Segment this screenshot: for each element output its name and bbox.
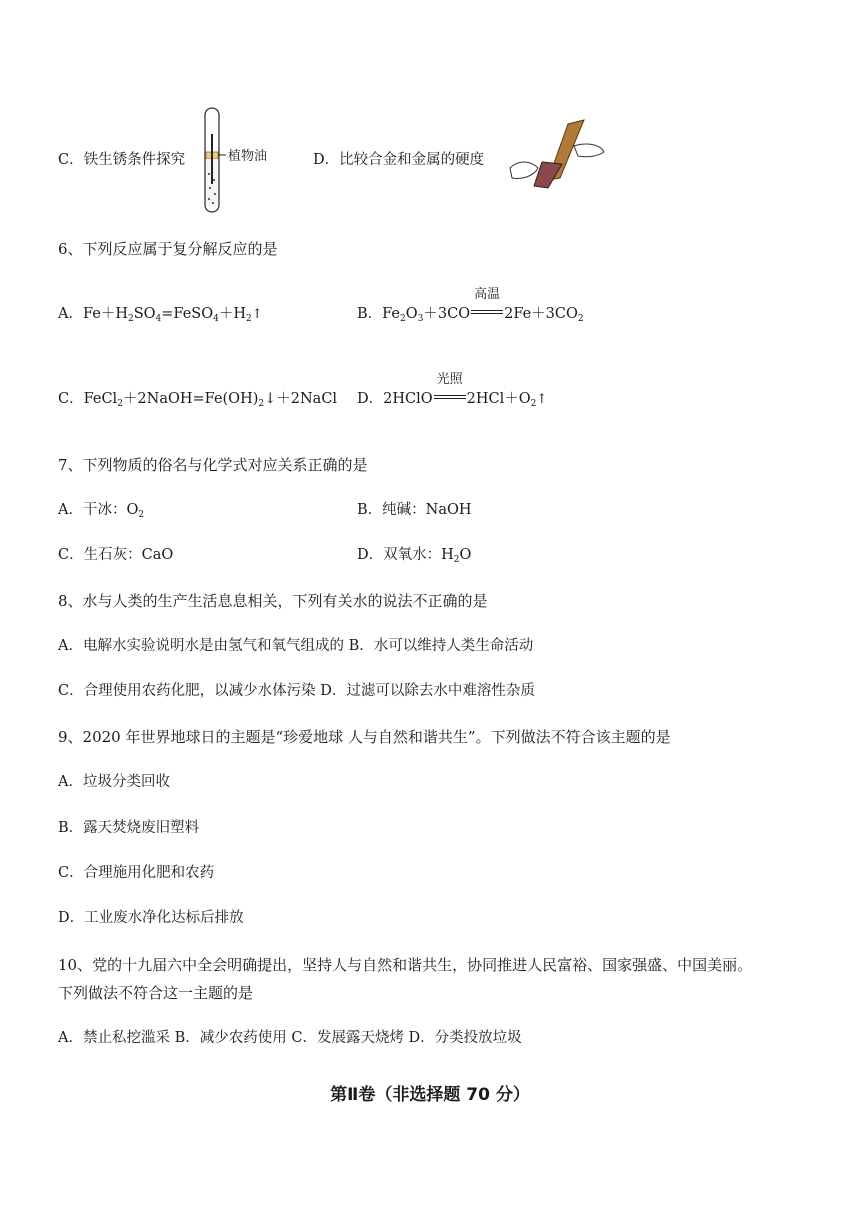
q6-option-d: D．2HClO 光照 $2HCl+O_2↑$ [357, 372, 548, 409]
q9-option-b: B．露天焚烧废旧塑料 [58, 820, 200, 836]
q9-option-c: C．合理施用化肥和农药 [58, 865, 215, 881]
q9-option-d: D．工业废水净化达标后排放 [58, 910, 244, 926]
q7-option-a: A．干冰：$O_2$ [58, 502, 145, 520]
hand-right [574, 144, 604, 157]
q5-option-d: D．比较合金和金属的硬度 [313, 152, 485, 168]
q8-stem: 8、水与人类的生产生活息息相关，下列有关水的说法不正确的是 [58, 592, 488, 610]
q7-option-c: C．生石灰：CaO [58, 547, 174, 563]
q10-stem-line1: 10、党的十九届六中全会明确提出，坚持人与自然和谐共生，协同推进人民富裕、国家强盛、中国美丽。 [58, 956, 753, 974]
reaction-condition-light: 光照 [433, 389, 467, 409]
q10-options: A．禁止私挖滥采 B．减少农药使用 C．发展露天烧烤 D．分类投放垃圾 [58, 1030, 522, 1046]
q7-option-b: B．纯碱：NaOH [357, 502, 472, 518]
q7-stem: 7、下列物质的俗名与化学式对应关系正确的是 [58, 456, 368, 474]
q5-option-c: C．铁生锈条件探究 [58, 152, 186, 168]
hand-left [510, 162, 538, 179]
q6-option-c: C．$FeCl_2+2NaOH=Fe(OH)_2↓+2NaCl$ [58, 391, 338, 409]
q6-stem: 6、下列反应属于复分解反应的是 [58, 240, 278, 258]
q6-option-a: A．$Fe+H_2SO_4=FeSO_4+H_2↑$ [58, 306, 263, 324]
q8-options-cd: C．合理使用农药化肥，以减少水体污染 D．过滤可以除去水中难溶性杂质 [58, 683, 535, 699]
hardness-comparison-figure [508, 118, 606, 192]
q9-stem: 9、2020 年世界地球日的主题是“珍爱地球 人与自然和谐共生”。下列做法不符合该主题的是 [58, 728, 671, 746]
reaction-condition-high-temp: 高温 [470, 304, 504, 324]
q9-option-a: A．垃圾分类回收 [58, 774, 170, 790]
q8-options-ab: A．电解水实验说明水是由氢气和氧气组成的 B．水可以维持人类生命活动 [58, 638, 534, 654]
oil-label: 植物油 [228, 149, 268, 164]
section-title: 第Ⅱ卷（非选择题 70 分） [330, 1085, 530, 1105]
q6-option-b: B．$Fe_2O_3+3CO$ 高温 $2Fe+3CO_2$ [357, 287, 584, 324]
q7-option-d: D．双氧水：$H_2O$ [357, 547, 472, 565]
q10-stem-line2: 下列做法不符合这一主题的是 [58, 984, 254, 1002]
